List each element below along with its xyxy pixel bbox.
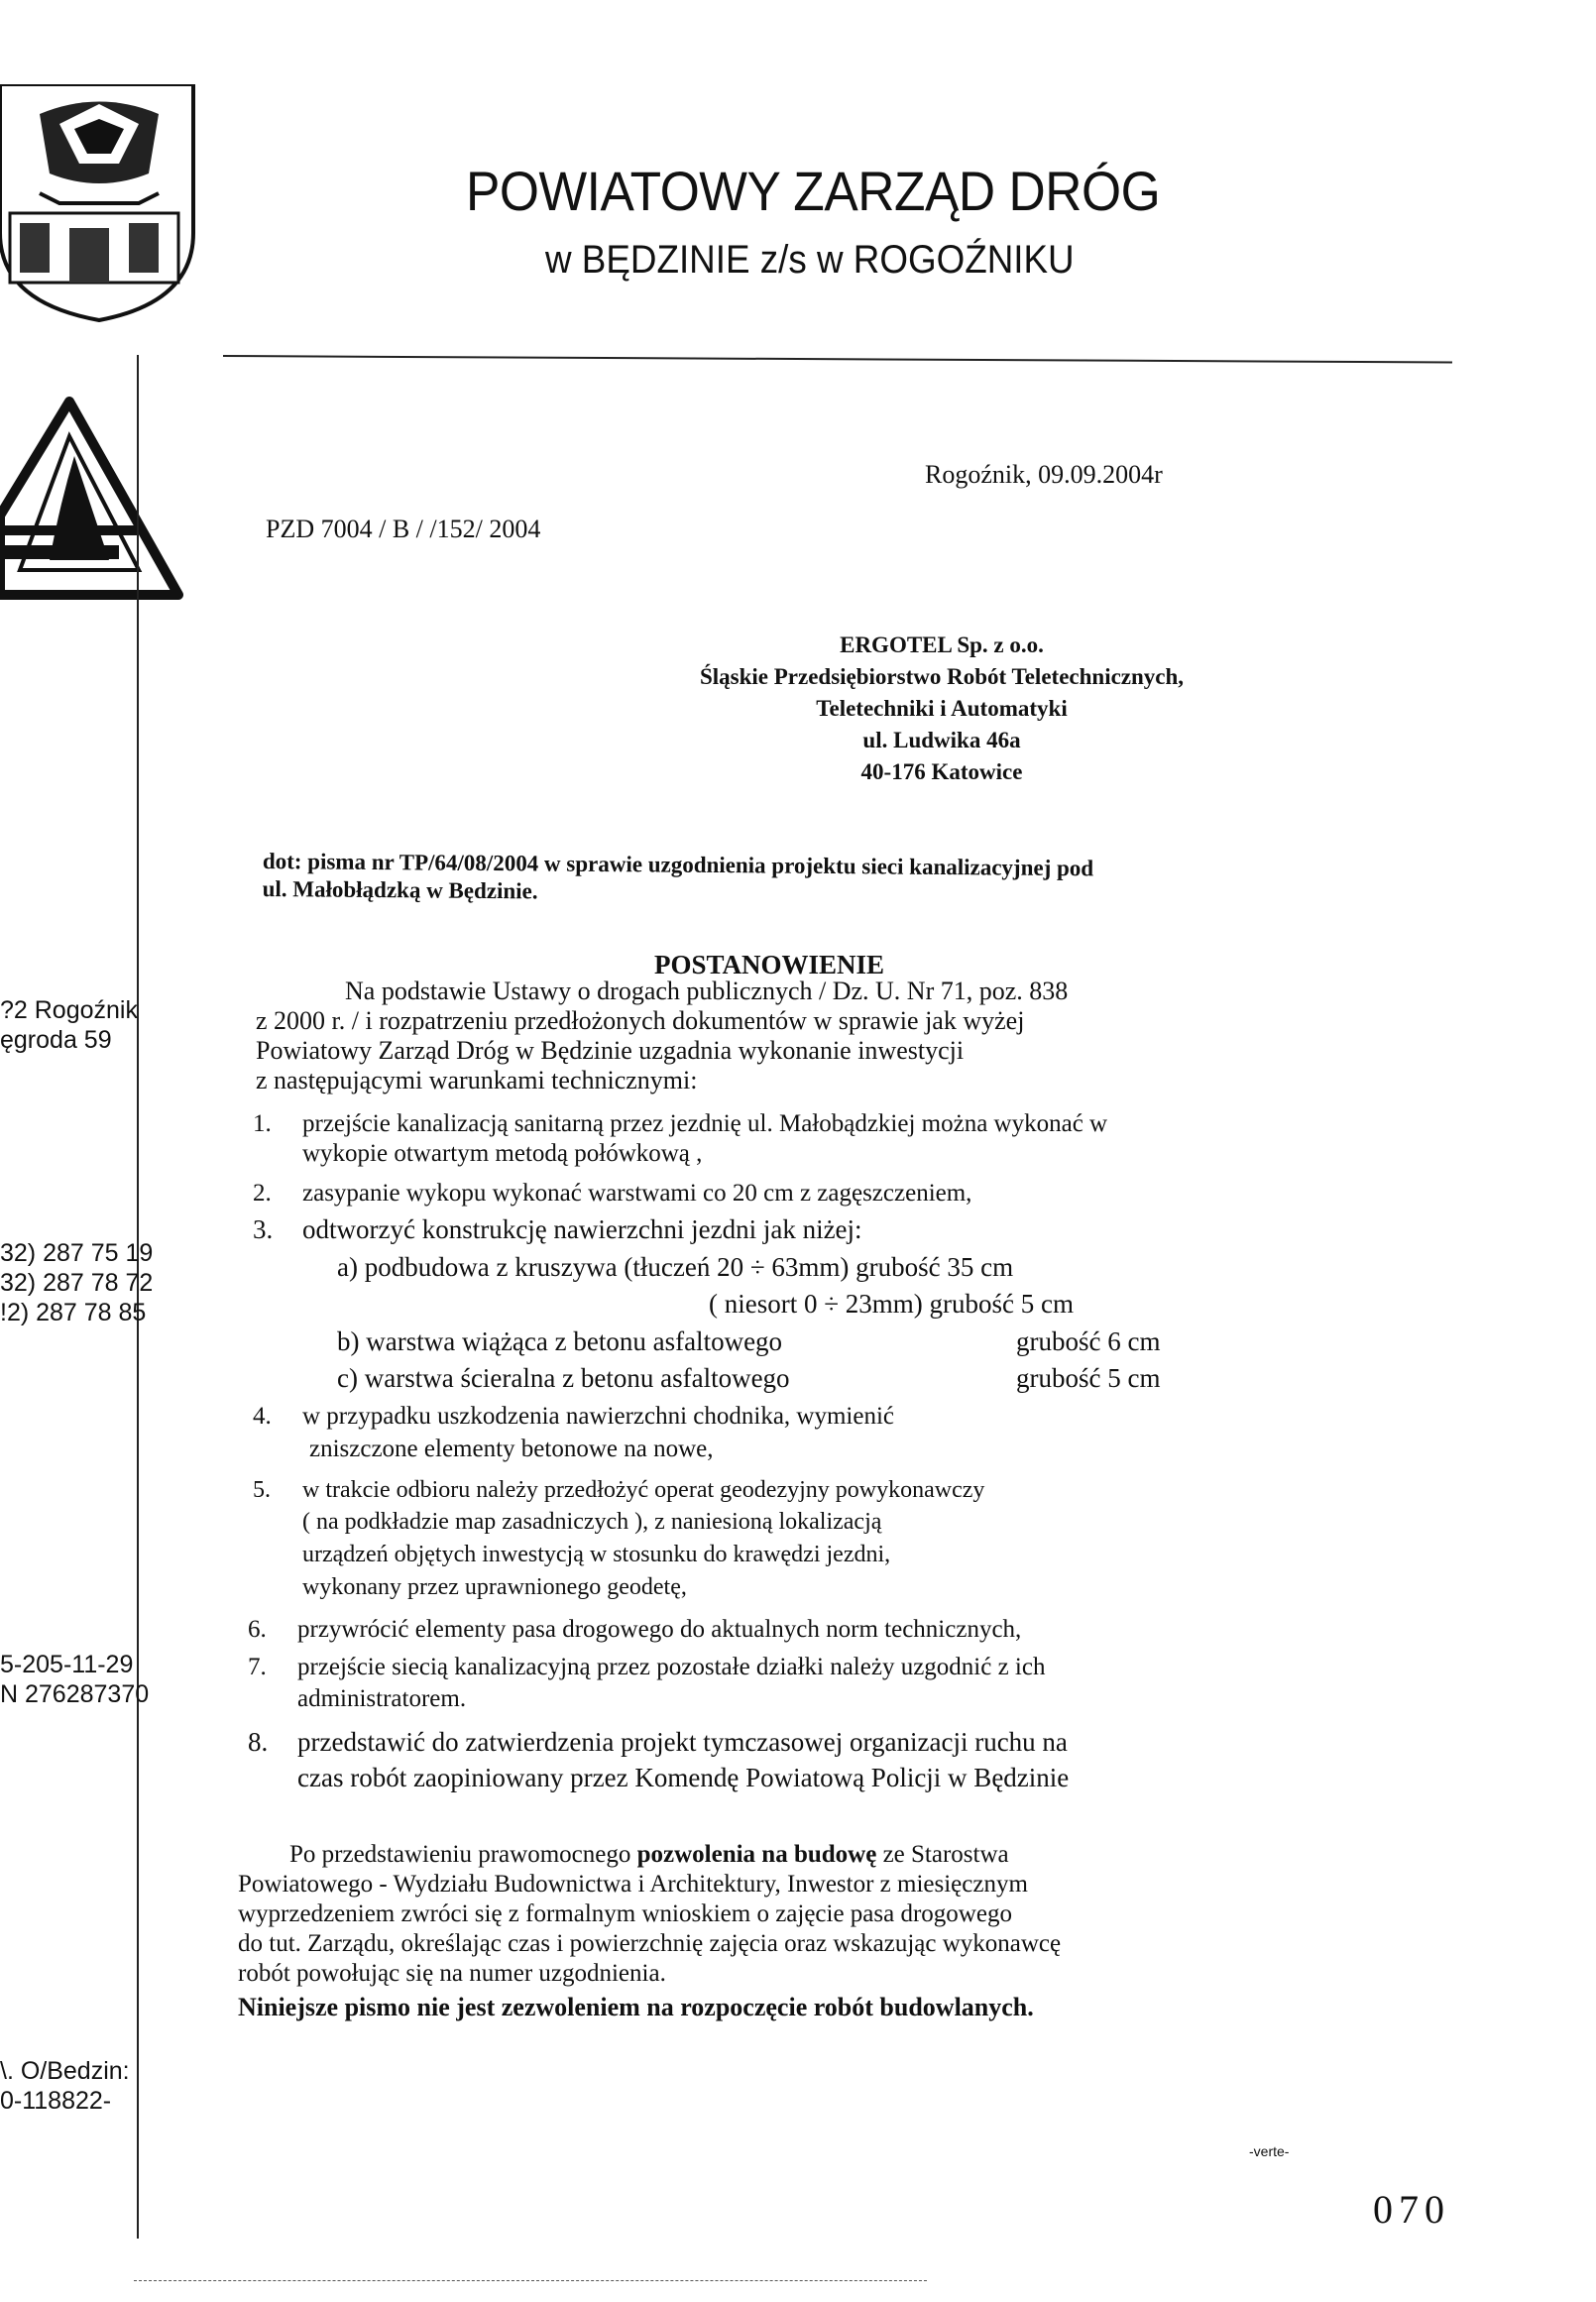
organization-subtitle: w BĘDZINIE z/s w ROGOŹNIKU [545,238,1075,282]
closing-line1 [238,1842,1328,1872]
item-6-number: 6. [248,1616,267,1643]
sub-item-b-thickness: grubość 6 cm [1016,1326,1161,1356]
sidebar-address-line1: ?2 Rogoźnik [0,996,138,1024]
sidebar-reg2: N 276287370 [0,1680,150,1708]
item-5-line1: w trakcie odbioru należy przedłożyć operat geodezyjny powykonawczy [302,1477,985,1503]
item-8-number: 8. [248,1727,269,1757]
item-1-number: 1. [253,1110,272,1137]
sub-item-c: c) warstwa ścieralna z betonu asfaltowego [337,1363,790,1393]
item-1-line1: przejście kanalizacją sanitarną przez jezdnię ul. Małobądzkiej można wykonać w [302,1110,1108,1137]
sidebar-phone3: !2) 287 78 85 [0,1299,147,1326]
intro-line1: Na podstawie Ustawy o drogach publicznych / Dz. U. Nr 71, poz. 838 [345,977,1069,1005]
closing-paragraph [238,1842,1328,2028]
item-7-line1: przejście siecią kanalizacyjną przez pozostałe działki należy uzgodnić z ich [297,1654,1046,1680]
closing-line1-post: ze Starostwa [876,1841,1009,1868]
recipient-line4: ul. Ludwika 46a [862,728,1021,752]
recipient-block [595,630,1289,788]
item-8-line1: przedstawić do zatwierdzenia projekt tymczasowej organizacji ruchu na [297,1727,1068,1757]
closing-notice: Niniejsze pismo nie jest zezwoleniem na rozpoczęcie robót budowlanych. [238,1993,1034,2021]
reference-number: PZD 7004 / B / /152/ 2004 [266,515,541,543]
item-7-line2: administratorem. [297,1685,467,1712]
intro-line3: Powiatowy Zarząd Dróg w Będzinie uzgadnia wykonanie inwestycji [256,1036,965,1065]
subject-line2: ul. Małobłądzką w Będzinie. [262,875,538,904]
item-3-line1: odtworzyć konstrukcję nawierzchni jezdni jak niżej: [302,1214,862,1244]
item-5-number: 5. [253,1477,271,1503]
item-1-line2: wykopie otwartym metodą połówkową , [302,1140,703,1167]
closing-line1-bold: pozwolenia na budowę [636,1841,877,1868]
item-6-line1: przywrócić elementy pasa drogowego do aktualnych norm technicznych, [297,1616,1022,1643]
item-2-number: 2. [253,1180,272,1207]
organization-title: POWIATOWY ZARZĄD DRÓG [466,160,1161,222]
closing-line4: do tut. Zarządu, określając czas i powierzchnię zajęcia oraz wskazując wykonawcę [238,1930,1062,1957]
coat-of-arms-logo [0,84,198,322]
recipient-line2: Śląskie Przedsiębiorstwo Robót Teletechnicznych, [699,664,1185,689]
subject-line1: dot: pisma nr TP/64/08/2004 w sprawie uzgodnienia projektu sieci kanalizacyjnej pod [262,848,1094,881]
sub-item-c-thickness: grubość 5 cm [1016,1363,1161,1393]
recipient-name: ERGOTEL Sp. z o.o. [840,633,1044,657]
item-5-line3: urządzeń objętych inwestycją w stosunku do krawędzi jezdni, [302,1542,891,1567]
recipient-line3: Teletechniki i Automatyki [816,696,1068,721]
item-8-line2: czas robót zaopiniowany przez Komendę Powiatową Policji w Będzinie [297,1763,1070,1792]
sidebar-bank2: 0-118822- [0,2087,112,2115]
road-warning-sign-logo [0,397,183,600]
sub-item-a-niesort: ( niesort 0 ÷ 23mm) grubość 5 cm [709,1289,1075,1319]
item-3-number: 3. [253,1214,274,1244]
item-4-line1: w przypadku uszkodzenia nawierzchni chodnika, wymienić [302,1403,895,1430]
sidebar-phone2: 32) 287 78 72 [0,1269,154,1297]
item-2-line1: zasypanie wykopu wykonać warstwami co 20 cm z zagęszczeniem, [302,1180,972,1207]
sidebar-bank1: \. O/Bedzin: [0,2057,130,2085]
place-date: Rogoźnik, 09.09.2004r [925,460,1163,489]
sidebar-address-line2: ęgroda 59 [0,1026,112,1054]
header-rule [223,355,1452,363]
intro-line2: z 2000 r. / i rozpatrzeniu przedłożonych dokumentów w sprawie jak wyżej [256,1006,1025,1035]
subject [263,848,1333,912]
item-4-number: 4. [253,1403,272,1430]
sub-item-b: b) warstwa wiążąca z betonu asfaltowego [337,1326,783,1356]
sidebar-phone1: 32) 287 75 19 [0,1239,154,1267]
item-7-number: 7. [248,1654,267,1680]
closing-line1-pre: Po przedstawieniu prawomocnego [289,1841,637,1868]
closing-line2: Powiatowego - Wydziału Budownictwa i Architektury, Inwestor z miesięcznym [238,1871,1028,1898]
recipient-line5: 40-176 Katowice [860,759,1023,784]
bottom-rule [134,2280,927,2282]
intro-line4: z następującymi warunkami technicznymi: [256,1066,698,1094]
closing-line3: wyprzedzeniem zwróci się z formalnym wnioskiem o zajęcie pasa drogowego [238,1900,1012,1927]
item-5-line4: wykonany przez uprawnionego geodetę, [302,1574,687,1600]
verte-mark: -verte- [1249,2143,1290,2159]
intro-paragraph [256,977,1326,1095]
page-number: 070 [1373,2187,1450,2232]
sidebar-reg1: 5-205-11-29 [0,1651,134,1678]
sub-item-a: a) podbudowa z kruszywa (tłuczeń 20 ÷ 63mm) grubość 35 cm [337,1252,1014,1282]
item-5-line2: ( na podkładzie map zasadniczych ), z naniesioną lokalizacją [302,1509,882,1535]
decision-heading: POSTANOWIENIE [654,950,885,979]
item-4-line2: zniszczone elementy betonowe na nowe, [309,1436,714,1462]
closing-line5: robót powołując się na numer uzgodnienia. [238,1960,666,1987]
